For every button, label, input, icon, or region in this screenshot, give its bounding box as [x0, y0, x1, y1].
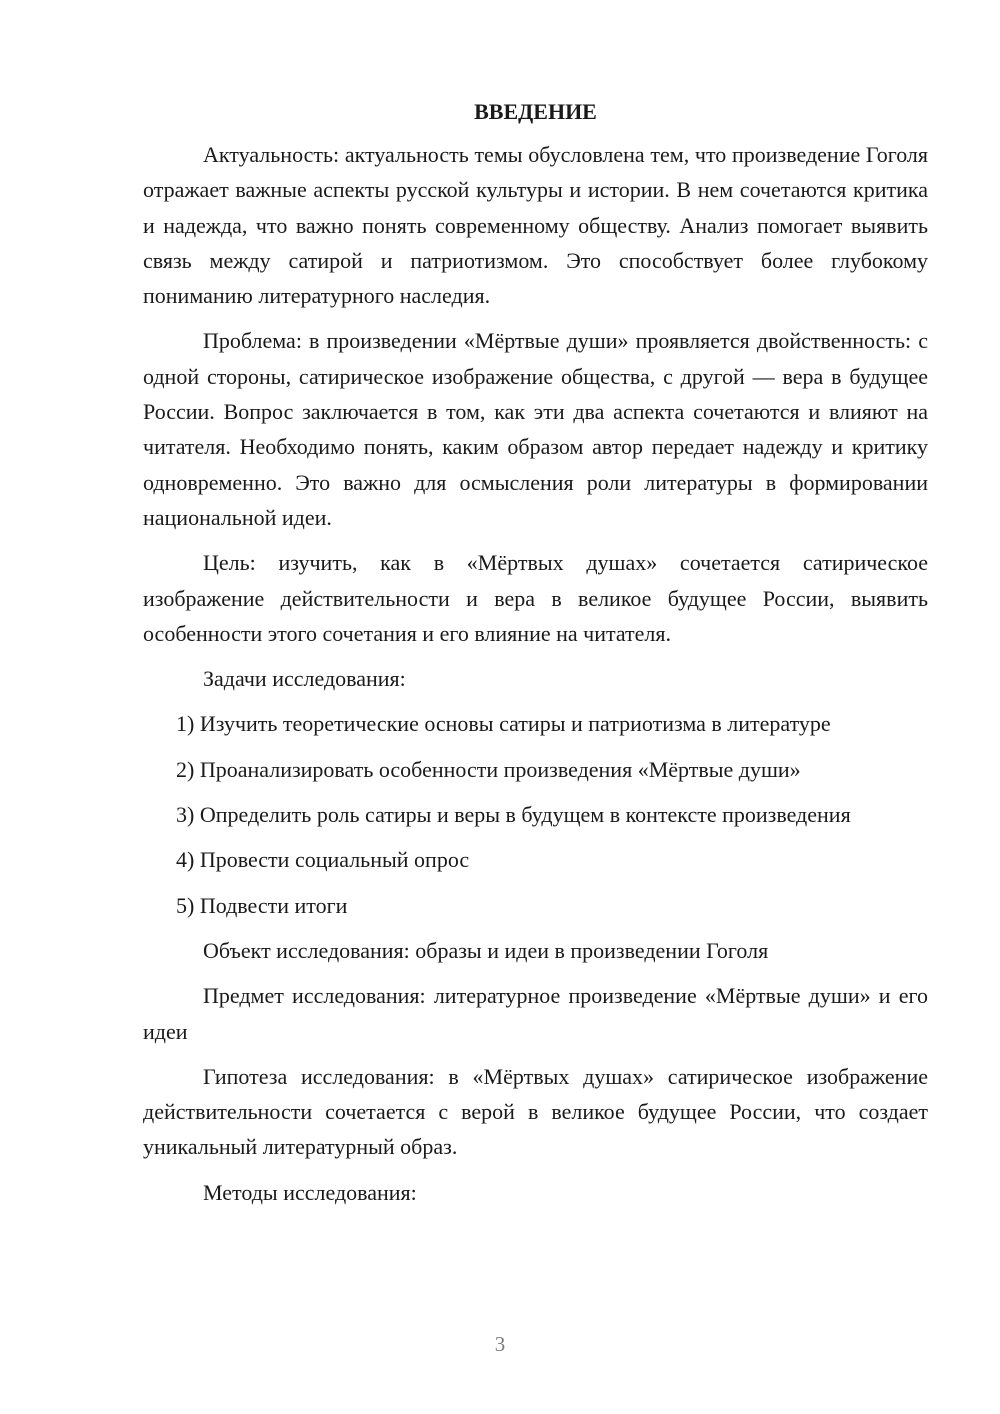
tasks-label: Задачи исследования: [203, 666, 406, 692]
task-item: 1) Изучить теоретические основы сатиры и патриотизма в литературе [176, 711, 831, 737]
subject-paragraph: Предмет исследования: литературное произведение «Мёртвые души» и его идеи [143, 983, 928, 1044]
methods-label: Методы исследования: [203, 1179, 417, 1205]
hypothesis-paragraph: Гипотеза исследования: в «Мёртвых душах» сатирическое изображение действительности сочетается с верой в великое будущее России, что создает уникальный литературный образ. [143, 1063, 928, 1160]
relevance-paragraph: Актуальность: актуальность темы обусловлена тем, что произведение Гоголя отражает важные аспекты русской культуры и истории. В нем сочетаются критика и надежда, что важно понять современному обществу. Анализ помогает выявить связь между сатирой и патриотизмом. Это способствует более глубокому пониманию литературного наследия. [143, 142, 928, 309]
task-item: 3) Определить роль сатиры и веры в будущем в контексте произведения [176, 802, 851, 828]
problem-paragraph: Проблема: в произведении «Мёртвые души» проявляется двойственность: с одной стороны, сатирическое изображение общества, с другой — вера в будущее России. Вопрос заключается в том, как эти два аспекта сочетаются и влияют на читателя. Необходимо понять, каким образом автор передает надежду и критику одновременно. Это важно для осмысления роли литературы в формировании национальной идеи. [143, 328, 928, 530]
page-content [143, 94, 928, 1220]
task-item: 2) Проанализировать особенности произведения «Мёртвые души» [176, 756, 801, 782]
page-number: 3 [494, 1332, 506, 1356]
task-item: 4) Провести социальный опрос [176, 847, 470, 873]
goal-paragraph: Цель: изучить, как в «Мёртвых душах» сочетается сатирическое изображение действительности и вера в великое будущее России, выявить особенности этого сочетания и его влияние на читателя. [143, 550, 928, 646]
task-item: 5) Подвести итоги [176, 892, 348, 918]
section-heading: ВВЕДЕНИЕ [474, 99, 597, 124]
object-paragraph: Объект исследования: образы и идеи в произведении Гоголя [203, 937, 769, 963]
